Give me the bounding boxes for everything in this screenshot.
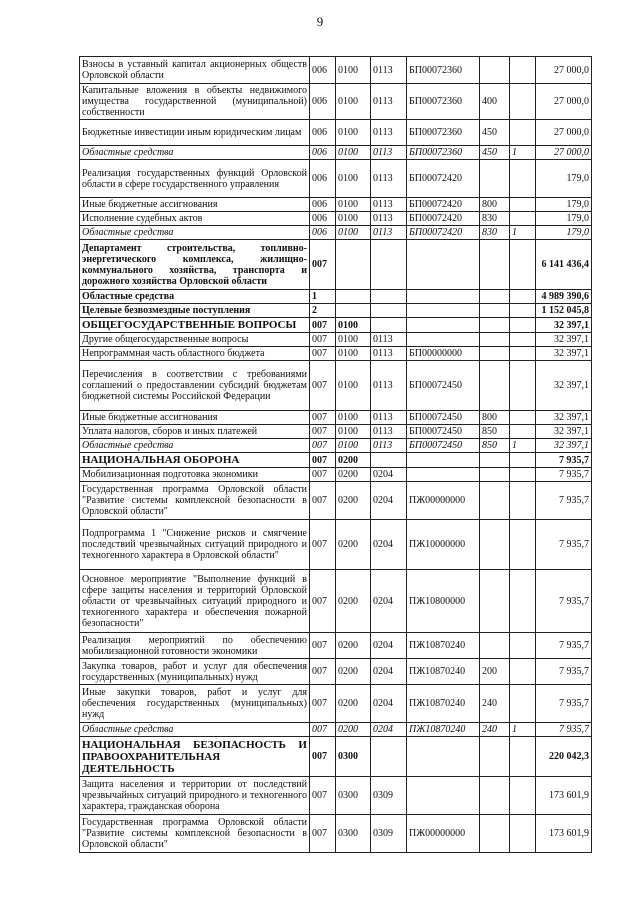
subsection-code-cell: [371, 737, 407, 777]
table-row: [80, 240, 592, 290]
subsection-code-cell: 0113: [371, 439, 407, 453]
amount-cell: 7 935,7: [536, 570, 592, 633]
row-name-cell: Иные бюджетные ассигнования: [80, 411, 310, 425]
amount-cell: 27 000,0: [536, 84, 592, 120]
row-name-cell: ОБЩЕГОСУДАРСТВЕННЫЕ ВОПРОСЫ: [80, 318, 310, 333]
expense-type-cell: 800: [480, 411, 510, 425]
section-code-cell: 0100: [336, 198, 371, 212]
expense-type-cell: 800: [480, 198, 510, 212]
subsection-code-cell: 0204: [371, 482, 407, 520]
admin-code-cell: 007: [310, 453, 336, 468]
admin-code-cell: 007: [310, 570, 336, 633]
expense-type-cell: 400: [480, 84, 510, 120]
section-code-cell: 0200: [336, 482, 371, 520]
expense-type-cell: 850: [480, 425, 510, 439]
expense-type-cell: [480, 304, 510, 318]
section-code-cell: [336, 290, 371, 304]
subsection-code-cell: 0204: [371, 659, 407, 685]
source-code-cell: [510, 160, 536, 198]
row-name-cell: Подпрограмма 1 "Снижение рисков и смягчение последствий чрезвычайных ситуаций природного и техногенного характера в Орловской области": [80, 520, 310, 570]
subsection-code-cell: [371, 318, 407, 333]
row-name-cell: Областные средства: [80, 146, 310, 160]
amount-cell: 173 601,9: [536, 815, 592, 853]
amount-cell: 27 000,0: [536, 120, 592, 146]
target-article-cell: [407, 304, 480, 318]
amount-cell: 32 397,1: [536, 411, 592, 425]
target-article-cell: [407, 240, 480, 290]
table-row: [80, 160, 592, 198]
subsection-code-cell: 0113: [371, 146, 407, 160]
row-name-cell: Реализация государственных функций Орловской области в сфере государственного управления: [80, 160, 310, 198]
section-code-cell: 0100: [336, 333, 371, 347]
source-code-cell: [510, 57, 536, 84]
source-code-cell: [510, 482, 536, 520]
admin-code-cell: 007: [310, 520, 336, 570]
section-code-cell: 0100: [336, 347, 371, 361]
source-code-cell: [510, 240, 536, 290]
amount-cell: 32 397,1: [536, 318, 592, 333]
admin-code-cell: 006: [310, 160, 336, 198]
admin-code-cell: 1: [310, 290, 336, 304]
subsection-code-cell: 0204: [371, 468, 407, 482]
source-code-cell: [510, 304, 536, 318]
target-article-cell: БП00072360: [407, 84, 480, 120]
table-row: [80, 570, 592, 633]
amount-cell: 179,0: [536, 160, 592, 198]
target-article-cell: БП00072420: [407, 160, 480, 198]
section-code-cell: 0100: [336, 318, 371, 333]
row-name-cell: Департамент строительства, топливно-энергетического комплекса, жилищно-коммунального хозяйства, транспорта и дорожного хозяйства Орловской области: [80, 240, 310, 290]
section-code-cell: 0100: [336, 146, 371, 160]
amount-cell: 32 397,1: [536, 425, 592, 439]
subsection-code-cell: 0113: [371, 347, 407, 361]
subsection-code-cell: 0113: [371, 120, 407, 146]
amount-cell: 7 935,7: [536, 482, 592, 520]
target-article-cell: ПЖ00000000: [407, 815, 480, 853]
target-article-cell: БП00072450: [407, 439, 480, 453]
table-row: [80, 120, 592, 146]
amount-cell: 179,0: [536, 212, 592, 226]
subsection-code-cell: [371, 304, 407, 318]
amount-cell: 220 042,3: [536, 737, 592, 777]
table-row: [80, 411, 592, 425]
expense-type-cell: 450: [480, 120, 510, 146]
section-code-cell: [336, 304, 371, 318]
source-code-cell: [510, 659, 536, 685]
expense-type-cell: [480, 361, 510, 411]
expense-type-cell: [480, 468, 510, 482]
section-code-cell: 0200: [336, 685, 371, 723]
table-row: [80, 685, 592, 723]
target-article-cell: БП00072450: [407, 361, 480, 411]
amount-cell: 7 935,7: [536, 520, 592, 570]
expense-type-cell: [480, 633, 510, 659]
amount-cell: 4 989 390,6: [536, 290, 592, 304]
amount-cell: 27 000,0: [536, 146, 592, 160]
section-code-cell: 0100: [336, 57, 371, 84]
target-article-cell: [407, 777, 480, 815]
section-code-cell: 0200: [336, 468, 371, 482]
amount-cell: 6 141 436,4: [536, 240, 592, 290]
admin-code-cell: 006: [310, 198, 336, 212]
expense-type-cell: [480, 160, 510, 198]
table-row: [80, 723, 592, 737]
expense-type-cell: [480, 737, 510, 777]
target-article-cell: БП00000000: [407, 347, 480, 361]
table-row: [80, 633, 592, 659]
target-article-cell: [407, 737, 480, 777]
subsection-code-cell: 0113: [371, 333, 407, 347]
table-row: [80, 520, 592, 570]
budget-table: [79, 56, 592, 853]
amount-cell: 32 397,1: [536, 347, 592, 361]
admin-code-cell: 007: [310, 347, 336, 361]
row-name-cell: Иные закупки товаров, работ и услуг для обеспечения государственных (муниципальных) нужд: [80, 685, 310, 723]
amount-cell: 32 397,1: [536, 333, 592, 347]
amount-cell: 32 397,1: [536, 361, 592, 411]
source-code-cell: 1: [510, 439, 536, 453]
target-article-cell: ПЖ10870240: [407, 685, 480, 723]
amount-cell: 7 935,7: [536, 633, 592, 659]
expense-type-cell: [480, 570, 510, 633]
source-code-cell: [510, 737, 536, 777]
expense-type-cell: 850: [480, 439, 510, 453]
source-code-cell: [510, 347, 536, 361]
section-code-cell: 0100: [336, 226, 371, 240]
target-article-cell: БП00072420: [407, 226, 480, 240]
source-code-cell: [510, 318, 536, 333]
section-code-cell: 0100: [336, 425, 371, 439]
source-code-cell: 1: [510, 226, 536, 240]
section-code-cell: 0100: [336, 84, 371, 120]
section-code-cell: 0100: [336, 411, 371, 425]
source-code-cell: [510, 777, 536, 815]
page-number: 9: [316, 14, 324, 29]
admin-code-cell: 007: [310, 659, 336, 685]
target-article-cell: БП00072360: [407, 120, 480, 146]
row-name-cell: Защита населения и территории от последствий чрезвычайных ситуаций природного и техногенного характера, гражданская оборона: [80, 777, 310, 815]
table-row: [80, 290, 592, 304]
admin-code-cell: 007: [310, 425, 336, 439]
row-name-cell: Бюджетные инвестиции иным юридическим лицам: [80, 120, 310, 146]
target-article-cell: [407, 290, 480, 304]
subsection-code-cell: [371, 290, 407, 304]
subsection-code-cell: 0309: [371, 815, 407, 853]
section-code-cell: 0100: [336, 439, 371, 453]
expense-type-cell: [480, 482, 510, 520]
admin-code-cell: 007: [310, 361, 336, 411]
subsection-code-cell: [371, 453, 407, 468]
amount-cell: 7 935,7: [536, 659, 592, 685]
row-name-cell: Государственная программа Орловской области "Развитие системы комплексной безопасности в Орловской области": [80, 482, 310, 520]
subsection-code-cell: 0204: [371, 570, 407, 633]
admin-code-cell: 007: [310, 468, 336, 482]
table-row: [80, 482, 592, 520]
section-code-cell: 0100: [336, 361, 371, 411]
target-article-cell: БП00072420: [407, 212, 480, 226]
source-code-cell: [510, 633, 536, 659]
amount-cell: 27 000,0: [536, 57, 592, 84]
amount-cell: 32 397,1: [536, 439, 592, 453]
table-row: [80, 226, 592, 240]
expense-type-cell: 240: [480, 685, 510, 723]
admin-code-cell: 007: [310, 633, 336, 659]
row-name-cell: Иные бюджетные ассигнования: [80, 198, 310, 212]
subsection-code-cell: 0204: [371, 723, 407, 737]
target-article-cell: БП00072360: [407, 146, 480, 160]
subsection-code-cell: 0309: [371, 777, 407, 815]
table-row: [80, 439, 592, 453]
source-code-cell: [510, 685, 536, 723]
expense-type-cell: [480, 347, 510, 361]
row-name-cell: Целевые безвозмездные поступления: [80, 304, 310, 318]
subsection-code-cell: 0113: [371, 226, 407, 240]
section-code-cell: 0200: [336, 570, 371, 633]
expense-type-cell: [480, 318, 510, 333]
target-article-cell: ПЖ00000000: [407, 482, 480, 520]
section-code-cell: 0200: [336, 520, 371, 570]
admin-code-cell: 007: [310, 815, 336, 853]
table-row: [80, 347, 592, 361]
row-name-cell: Областные средства: [80, 290, 310, 304]
table-row: [80, 453, 592, 468]
expense-type-cell: [480, 815, 510, 853]
section-code-cell: 0300: [336, 815, 371, 853]
budget-table-body: [80, 57, 592, 853]
expense-type-cell: 830: [480, 226, 510, 240]
section-code-cell: 0200: [336, 723, 371, 737]
admin-code-cell: 007: [310, 482, 336, 520]
amount-cell: 173 601,9: [536, 777, 592, 815]
source-code-cell: [510, 333, 536, 347]
target-article-cell: [407, 318, 480, 333]
subsection-code-cell: 0204: [371, 520, 407, 570]
expense-type-cell: [480, 777, 510, 815]
admin-code-cell: 007: [310, 333, 336, 347]
row-name-cell: Исполнение судебных актов: [80, 212, 310, 226]
subsection-code-cell: 0113: [371, 212, 407, 226]
target-article-cell: ПЖ10870240: [407, 659, 480, 685]
expense-type-cell: [480, 333, 510, 347]
row-name-cell: Уплата налогов, сборов и иных платежей: [80, 425, 310, 439]
table-row: [80, 361, 592, 411]
admin-code-cell: 007: [310, 411, 336, 425]
target-article-cell: ПЖ10870240: [407, 633, 480, 659]
section-code-cell: 0200: [336, 633, 371, 659]
row-name-cell: Областные средства: [80, 439, 310, 453]
row-name-cell: Другие общегосударственные вопросы: [80, 333, 310, 347]
expense-type-cell: [480, 57, 510, 84]
subsection-code-cell: 0113: [371, 57, 407, 84]
table-row: [80, 318, 592, 333]
section-code-cell: [336, 240, 371, 290]
target-article-cell: ПЖ10870240: [407, 723, 480, 737]
row-name-cell: Закупка товаров, работ и услуг для обеспечения государственных (муниципальных) нужд: [80, 659, 310, 685]
amount-cell: 7 935,7: [536, 723, 592, 737]
source-code-cell: [510, 198, 536, 212]
row-name-cell: Непрограммная часть областного бюджета: [80, 347, 310, 361]
table-row: [80, 815, 592, 853]
amount-cell: 7 935,7: [536, 453, 592, 468]
table-row: [80, 304, 592, 318]
table-row: [80, 146, 592, 160]
source-code-cell: [510, 120, 536, 146]
subsection-code-cell: 0113: [371, 411, 407, 425]
table-row: [80, 212, 592, 226]
source-code-cell: [510, 411, 536, 425]
source-code-cell: 1: [510, 146, 536, 160]
admin-code-cell: 007: [310, 777, 336, 815]
expense-type-cell: 830: [480, 212, 510, 226]
section-code-cell: 0200: [336, 659, 371, 685]
subsection-code-cell: [371, 240, 407, 290]
row-name-cell: НАЦИОНАЛЬНАЯ БЕЗОПАСНОСТЬ И ПРАВООХРАНИТЕЛЬНАЯ ДЕЯТЕЛЬНОСТЬ: [80, 737, 310, 777]
target-article-cell: ПЖ10000000: [407, 520, 480, 570]
source-code-cell: [510, 520, 536, 570]
expense-type-cell: [480, 240, 510, 290]
section-code-cell: 0100: [336, 160, 371, 198]
table-row: [80, 198, 592, 212]
admin-code-cell: 007: [310, 240, 336, 290]
amount-cell: 179,0: [536, 198, 592, 212]
row-name-cell: Областные средства: [80, 723, 310, 737]
table-row: [80, 425, 592, 439]
target-article-cell: БП00072450: [407, 411, 480, 425]
target-article-cell: БП00072450: [407, 425, 480, 439]
subsection-code-cell: 0204: [371, 685, 407, 723]
admin-code-cell: 006: [310, 146, 336, 160]
section-code-cell: 0300: [336, 777, 371, 815]
target-article-cell: [407, 453, 480, 468]
source-code-cell: [510, 290, 536, 304]
source-code-cell: [510, 453, 536, 468]
subsection-code-cell: 0113: [371, 198, 407, 212]
expense-type-cell: [480, 453, 510, 468]
expense-type-cell: 200: [480, 659, 510, 685]
admin-code-cell: 2: [310, 304, 336, 318]
subsection-code-cell: 0113: [371, 361, 407, 411]
table-row: [80, 57, 592, 84]
admin-code-cell: 007: [310, 439, 336, 453]
source-code-cell: [510, 425, 536, 439]
admin-code-cell: 006: [310, 84, 336, 120]
admin-code-cell: 006: [310, 120, 336, 146]
source-code-cell: [510, 361, 536, 411]
section-code-cell: 0100: [336, 120, 371, 146]
subsection-code-cell: 0113: [371, 425, 407, 439]
amount-cell: 1 152 045,8: [536, 304, 592, 318]
table-row: [80, 737, 592, 777]
section-code-cell: 0200: [336, 453, 371, 468]
admin-code-cell: 007: [310, 723, 336, 737]
row-name-cell: Основное мероприятие "Выполнение функций в сфере защиты населения и территорий Орловской области от чрезвычайных ситуаций природного и техногенного характера и обеспечения пожарной безопасности": [80, 570, 310, 633]
amount-cell: 179,0: [536, 226, 592, 240]
target-article-cell: БП00072360: [407, 57, 480, 84]
table-row: [80, 333, 592, 347]
expense-type-cell: [480, 520, 510, 570]
amount-cell: 7 935,7: [536, 685, 592, 723]
subsection-code-cell: 0113: [371, 160, 407, 198]
row-name-cell: Капитальные вложения в объекты недвижимого имущества государственной (муниципальной) собственности: [80, 84, 310, 120]
table-row: [80, 468, 592, 482]
amount-cell: 7 935,7: [536, 468, 592, 482]
admin-code-cell: 007: [310, 318, 336, 333]
admin-code-cell: 007: [310, 737, 336, 777]
admin-code-cell: 006: [310, 226, 336, 240]
source-code-cell: 1: [510, 723, 536, 737]
row-name-cell: НАЦИОНАЛЬНАЯ ОБОРОНА: [80, 453, 310, 468]
row-name-cell: Взносы в уставный капитал акционерных обществ Орловской области: [80, 57, 310, 84]
table-row: [80, 84, 592, 120]
expense-type-cell: 240: [480, 723, 510, 737]
target-article-cell: ПЖ10800000: [407, 570, 480, 633]
table-row: [80, 777, 592, 815]
target-article-cell: [407, 468, 480, 482]
source-code-cell: [510, 815, 536, 853]
target-article-cell: БП00072420: [407, 198, 480, 212]
row-name-cell: Мобилизационная подготовка экономики: [80, 468, 310, 482]
row-name-cell: Областные средства: [80, 226, 310, 240]
section-code-cell: 0100: [336, 212, 371, 226]
target-article-cell: [407, 333, 480, 347]
source-code-cell: [510, 84, 536, 120]
table-row: [80, 659, 592, 685]
row-name-cell: Перечисления в соответствии с требованиями соглашений о предоставлении субсидий бюджетам бюджетной системы Российской Федерации: [80, 361, 310, 411]
subsection-code-cell: 0204: [371, 633, 407, 659]
source-code-cell: [510, 212, 536, 226]
source-code-cell: [510, 468, 536, 482]
section-code-cell: 0300: [336, 737, 371, 777]
admin-code-cell: 006: [310, 57, 336, 84]
admin-code-cell: 007: [310, 685, 336, 723]
source-code-cell: [510, 570, 536, 633]
row-name-cell: Государственная программа Орловской области "Развитие системы комплексной безопасности в Орловской области": [80, 815, 310, 853]
subsection-code-cell: 0113: [371, 84, 407, 120]
expense-type-cell: 450: [480, 146, 510, 160]
admin-code-cell: 006: [310, 212, 336, 226]
expense-type-cell: [480, 290, 510, 304]
row-name-cell: Реализация мероприятий по обеспечению мобилизационной готовности экономики: [80, 633, 310, 659]
